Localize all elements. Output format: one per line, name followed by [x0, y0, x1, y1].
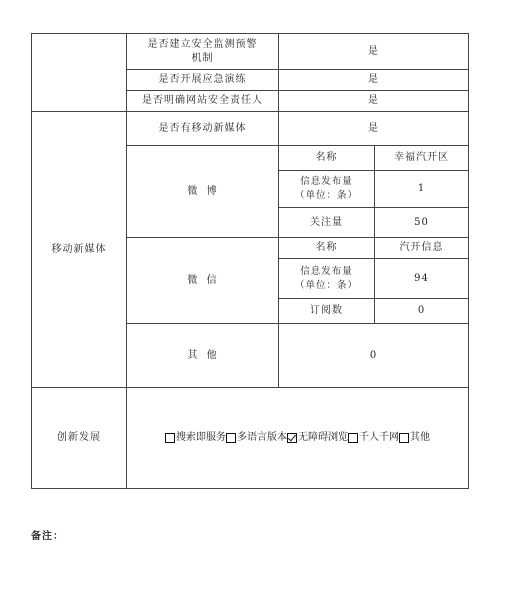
- row-label-has-mobile: 是否有移动新媒体: [127, 112, 279, 146]
- weibo-posts-value: 1: [375, 171, 469, 208]
- section-label-mobile-media: 移动新媒体: [32, 112, 127, 388]
- weixin-subs-value: 0: [375, 299, 469, 324]
- weixin-posts-label: [279, 259, 375, 299]
- remarks-label: 备注：: [31, 531, 64, 542]
- checkbox-unchecked-icon[interactable]: [399, 433, 409, 443]
- option-multilingual[interactable]: [226, 431, 287, 445]
- row-label-security-monitoring: [127, 34, 279, 70]
- weibo-label: 微 博: [127, 146, 279, 238]
- website-report-table: [31, 33, 469, 489]
- row-label-emergency-drill: 是否开展应急演练: [127, 70, 279, 91]
- checkbox-unchecked-icon[interactable]: [226, 433, 236, 443]
- weixin-name-label: 名称: [279, 238, 375, 259]
- other-label: 其 他: [127, 324, 279, 388]
- blank-cell: [32, 34, 127, 112]
- row-label-security-owner: 是否明确网站安全责任人: [127, 91, 279, 112]
- row-value-security-owner: 是: [279, 91, 469, 112]
- option-label: 千人千网: [359, 432, 399, 443]
- table-row: [32, 112, 469, 146]
- option-label: 无障碍浏览: [298, 432, 348, 443]
- cell-text: 信息发布量 （单位：条）: [294, 265, 358, 291]
- option-other[interactable]: [399, 431, 430, 445]
- row-value-has-mobile: 是: [279, 112, 469, 146]
- weibo-name-value: 幸福汽开区: [375, 146, 469, 171]
- row-value-security-monitoring: 是: [279, 34, 469, 70]
- cell-text: 是否建立安全监测预警 机制: [147, 38, 258, 64]
- innovation-options-cell: [127, 388, 469, 489]
- weixin-subs-label: 订阅数: [279, 299, 375, 324]
- weixin-posts-value: 94: [375, 259, 469, 299]
- option-search-service[interactable]: [165, 431, 226, 445]
- weibo-follow-value: 50: [375, 208, 469, 238]
- row-value-emergency-drill: 是: [279, 70, 469, 91]
- innovation-label: 创新发展: [32, 388, 127, 489]
- table-row: [32, 34, 469, 70]
- weixin-name-value: 汽开信息: [375, 238, 469, 259]
- option-personalized[interactable]: [348, 431, 399, 445]
- innovation-checkbox-group: [127, 431, 468, 445]
- option-label: 搜索即服务: [176, 432, 226, 443]
- checkbox-unchecked-icon[interactable]: [165, 433, 175, 443]
- option-accessibility[interactable]: [287, 431, 348, 445]
- option-label: 多语言版本: [237, 432, 287, 443]
- cell-text: 信息发布量 （单位：条）: [294, 176, 358, 201]
- weibo-posts-label: [279, 171, 375, 208]
- weixin-label: 微 信: [127, 238, 279, 324]
- checkbox-unchecked-icon[interactable]: [348, 433, 358, 443]
- other-value: 0: [279, 324, 469, 388]
- weibo-follow-label: 关注量: [279, 208, 375, 238]
- table-row: [32, 388, 469, 489]
- weibo-name-label: 名称: [279, 146, 375, 171]
- option-label: 其他: [410, 432, 430, 443]
- checkbox-checked-icon[interactable]: [287, 433, 297, 443]
